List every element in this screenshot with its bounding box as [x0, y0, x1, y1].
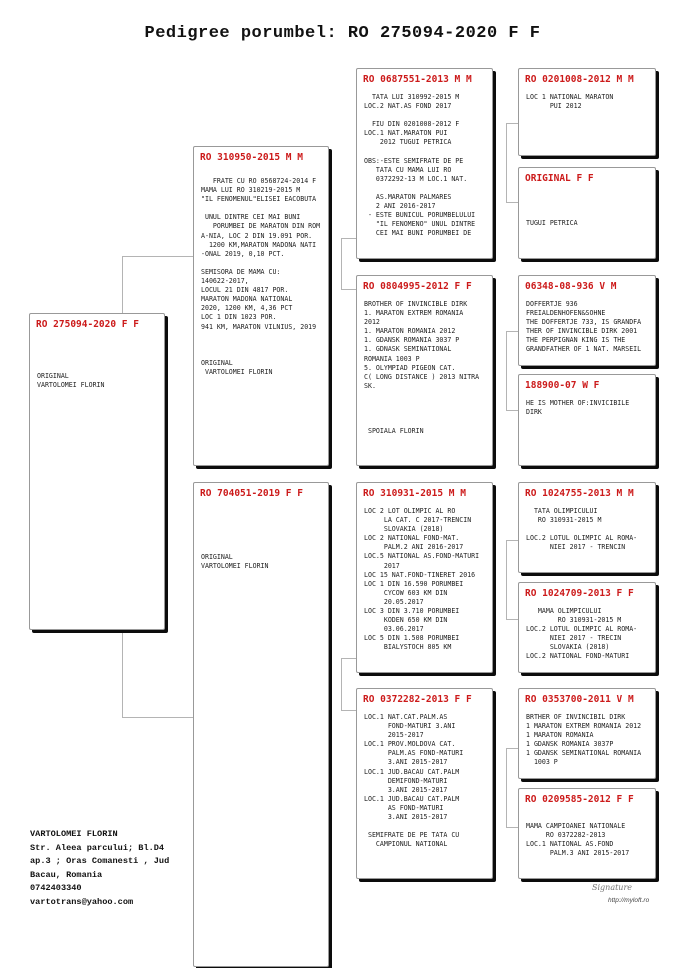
dds-notes: BRTHER OF INVINCIBIL DIRK 1 MARATON EXTREM ROMANIA 2012 1 MARATON ROMANIA 1 GDANSK ROMANIA 3037P 1 GDANSK SEMINATIONAL ROMANIA 1003 P [526, 713, 642, 767]
connector-line [506, 123, 507, 203]
sss-card [518, 68, 656, 156]
sire-sire-notes: TATA LUI 310992-2015 M LOC.2 NAT.AS FOND 2017 FIU DIN 0201008-2012 F LOC.1 NAT.MARATON PUI 2012 TUGUI PETRICA OBS:-ESTE SEMIFRATE DE PE TATA CU MAMA LUI RO 0372292-13 M LOC.1 NAT. AS.MARATON PALMARES 2 ANI 2016-2017 - ESTE BUNICUL PORUMBELULUI "IL FENOMENO" UNUL DINTRE CEI MAI BUNI PORUMBEI DE [364, 93, 476, 238]
owner-address-line-3: Bacau, Romania [30, 869, 103, 880]
dss-card [518, 482, 656, 573]
sire-dam-card [356, 275, 493, 466]
dam-dam-ring: RO 0372282-2013 F F [363, 694, 472, 705]
dam-sire-card [356, 482, 493, 673]
subject-notes: ORIGINAL VARTOLOMEI FLORIN [37, 372, 105, 390]
connector-line [122, 256, 194, 257]
dss-ring: RO 1024755-2013 M M [525, 488, 634, 499]
sds-notes: DOFFERTJE 936 FREIALDENHOFEN&SOHNE THE DOFFERTJE 733, IS GRANDFA THER OF INVINCIBLE DIRK 2001 THE PERPIGNAN KING IS THE GRANDFATHER OF 1 NAT. MARSEIL [526, 300, 642, 354]
connector-line [122, 717, 194, 718]
sdd-card [518, 374, 656, 466]
connector-line [341, 238, 342, 290]
connector-line [506, 331, 507, 411]
sire-dam-ring: RO 0804995-2012 F F [363, 281, 472, 292]
dsd-notes: MAMA OLIMPICULUI RO 310931-2015 M LOC.2 LOTUL OLIMPIC AL ROMA- NIEI 2017 - TRECIN SLOVAKIA (2018) LOC.2 NATIONAL FOND-MATURI [526, 607, 638, 661]
sds-card [518, 275, 656, 366]
connector-line [506, 748, 507, 828]
signature: Signature [592, 883, 633, 892]
dam-sire-notes: LOC 2 LOT OLIMPIC AL RO LA CAT. C 2017-TRENCIN SLOVAKIA (2018) LOC 2 NATIONAL FOND-MAT. PALM.2 ANI 2016-2017 LOC.5 NATIONAL AS.FOND-MATURI 2017 LOC 15 NAT.FOND-TINERET 2016 LOC 1 DIN 16.590 PORUMBEI CYCOW 603 KM DIN 20.05.2017 LOC 3 DIN 3.710 PORUMBEI KODEN 650 KM DIN 03.06.2017 LOC 5 DIN 1.508 PORUMBEI BIALYSTOCH 805 KM [364, 507, 480, 652]
sire-sire-card [356, 68, 493, 259]
ssd-card [518, 167, 656, 259]
owner-info [30, 828, 169, 909]
ddd-card [518, 788, 656, 879]
owner-address-line-1: Str. Aleea parcului; Bl.D4 [30, 842, 165, 853]
connector-line [341, 658, 357, 659]
sdd-ring: 188900-07 W F [525, 380, 600, 391]
sire-card [193, 146, 329, 466]
dss-notes: TATA OLIMPICULUI RO 310931-2015 M LOC.2 LOTUL OLIMPIC AL ROMA- NIEI 2017 - TRENCIN [526, 507, 638, 552]
connector-line [341, 658, 342, 711]
site-link[interactable]: http://myloft.ro [608, 897, 650, 904]
ssd-notes: TUGUI PETRICA [526, 219, 578, 228]
owner-email: vartotrans@yahoo.com [30, 896, 134, 907]
dsd-card [518, 582, 656, 673]
owner-address-line-2: ap.3 ; Oras Comanesti , Jud [30, 856, 170, 867]
dam-dam-notes: LOC.1 NAT.CAT.PALM.AS FOND-MATURI 3.ANI 2015-2017 LOC.1 PROV.MOLDOVA CAT. PALM.AS FOND-MATURI 3.ANI 2015-2017 LOC.1 JUD.BACAU CAT.PALM DEMIFOND-MATURI 3.ANI 2015-2017 LOC.1 JUD.BACAU CAT.PALM AS FOND-MATURI 3.ANI 2015-2017 SEMIFRATE DE PE TATA CU CAMPIONUL NATIONAL [364, 713, 464, 849]
ddd-ring: RO 0209585-2012 F F [525, 794, 634, 805]
dam-notes: ORIGINAL VARTOLOMEI FLORIN [201, 553, 269, 571]
connector-line [341, 238, 357, 239]
subject-ring: RO 275094-2020 F F [36, 319, 139, 330]
sdd-notes: HE IS MOTHER OF:INVICIBILE DIRK [526, 399, 630, 417]
sss-notes: LOC 1 NATIONAL MARATON PUI 2012 [526, 93, 614, 111]
dds-card [518, 688, 656, 779]
connector-line [506, 540, 507, 620]
page-title: Pedigree porumbel: RO 275094-2020 F F [144, 24, 541, 43]
sire-ring: RO 310950-2015 M M [200, 152, 303, 163]
owner-name: VARTOLOMEI FLORIN [30, 829, 118, 839]
connector-line [341, 710, 357, 711]
subject-card [29, 313, 165, 630]
sire-dam-notes: BROTHER OF INVINCIBLE DIRK 1. MARATON EXTREM ROMANIA 2012 1. MARATON ROMANIA 2012 1. GDANSK ROMANIA 3037 P 1. GDNASK SEMINATIONAL ROMANIA 1003 P 5. OLYMPIAD PIGEON CAT. C( LONG DISTANCE ) 2013 NITRA SK. SPOIALA FLORIN [364, 300, 480, 436]
sire-sire-ring: RO 0687551-2013 M M [363, 74, 472, 85]
dsd-ring: RO 1024709-2013 F F [525, 588, 634, 599]
dam-ring: RO 704051-2019 F F [200, 488, 303, 499]
ddd-notes: MAMA CAMPIOANEI NATIONALE RO 0372282-2013 LOC.1 NATIONAL AS.FOND PALM.3 ANI 2015-2017 [526, 822, 630, 858]
dam-sire-ring: RO 310931-2015 M M [363, 488, 466, 499]
sss-ring: RO 0201008-2012 M M [525, 74, 634, 85]
dam-card [193, 482, 329, 967]
sire-notes: FRATE CU RO 0568724-2014 F MAMA LUI RO 310219-2015 M "IL FENOMENUL"ELISEI EACOBUTA UNUL DINTRE CEI MAI BUNI PORUMBEI DE MARATON DIN ROM A-NIA, LOC 2 DIN 19.091 POR. 1200 KM,MARATON MADONA NATI -ONAL 2019, 0,10 PCT. SEMISORA DE MAMA CU: 140622-2017, LOCUL 21 DIN 4817 POR. MARATON MADONA NATIONAL 2020, 1200 KM, 4,36 PCT LOC 1 DIN 1023 POR. 941 KM, MARATON VILNIUS, 2019 ORIGINAL VARTOLOMEI FLORIN [201, 177, 321, 376]
dam-dam-card [356, 688, 493, 879]
ssd-ring: ORIGINAL F F [525, 173, 594, 184]
dds-ring: RO 0353700-2011 V M [525, 694, 634, 705]
connector-line [341, 289, 357, 290]
owner-phone: 0742403340 [30, 883, 82, 894]
sds-ring: 06348-08-936 V M [525, 281, 617, 292]
